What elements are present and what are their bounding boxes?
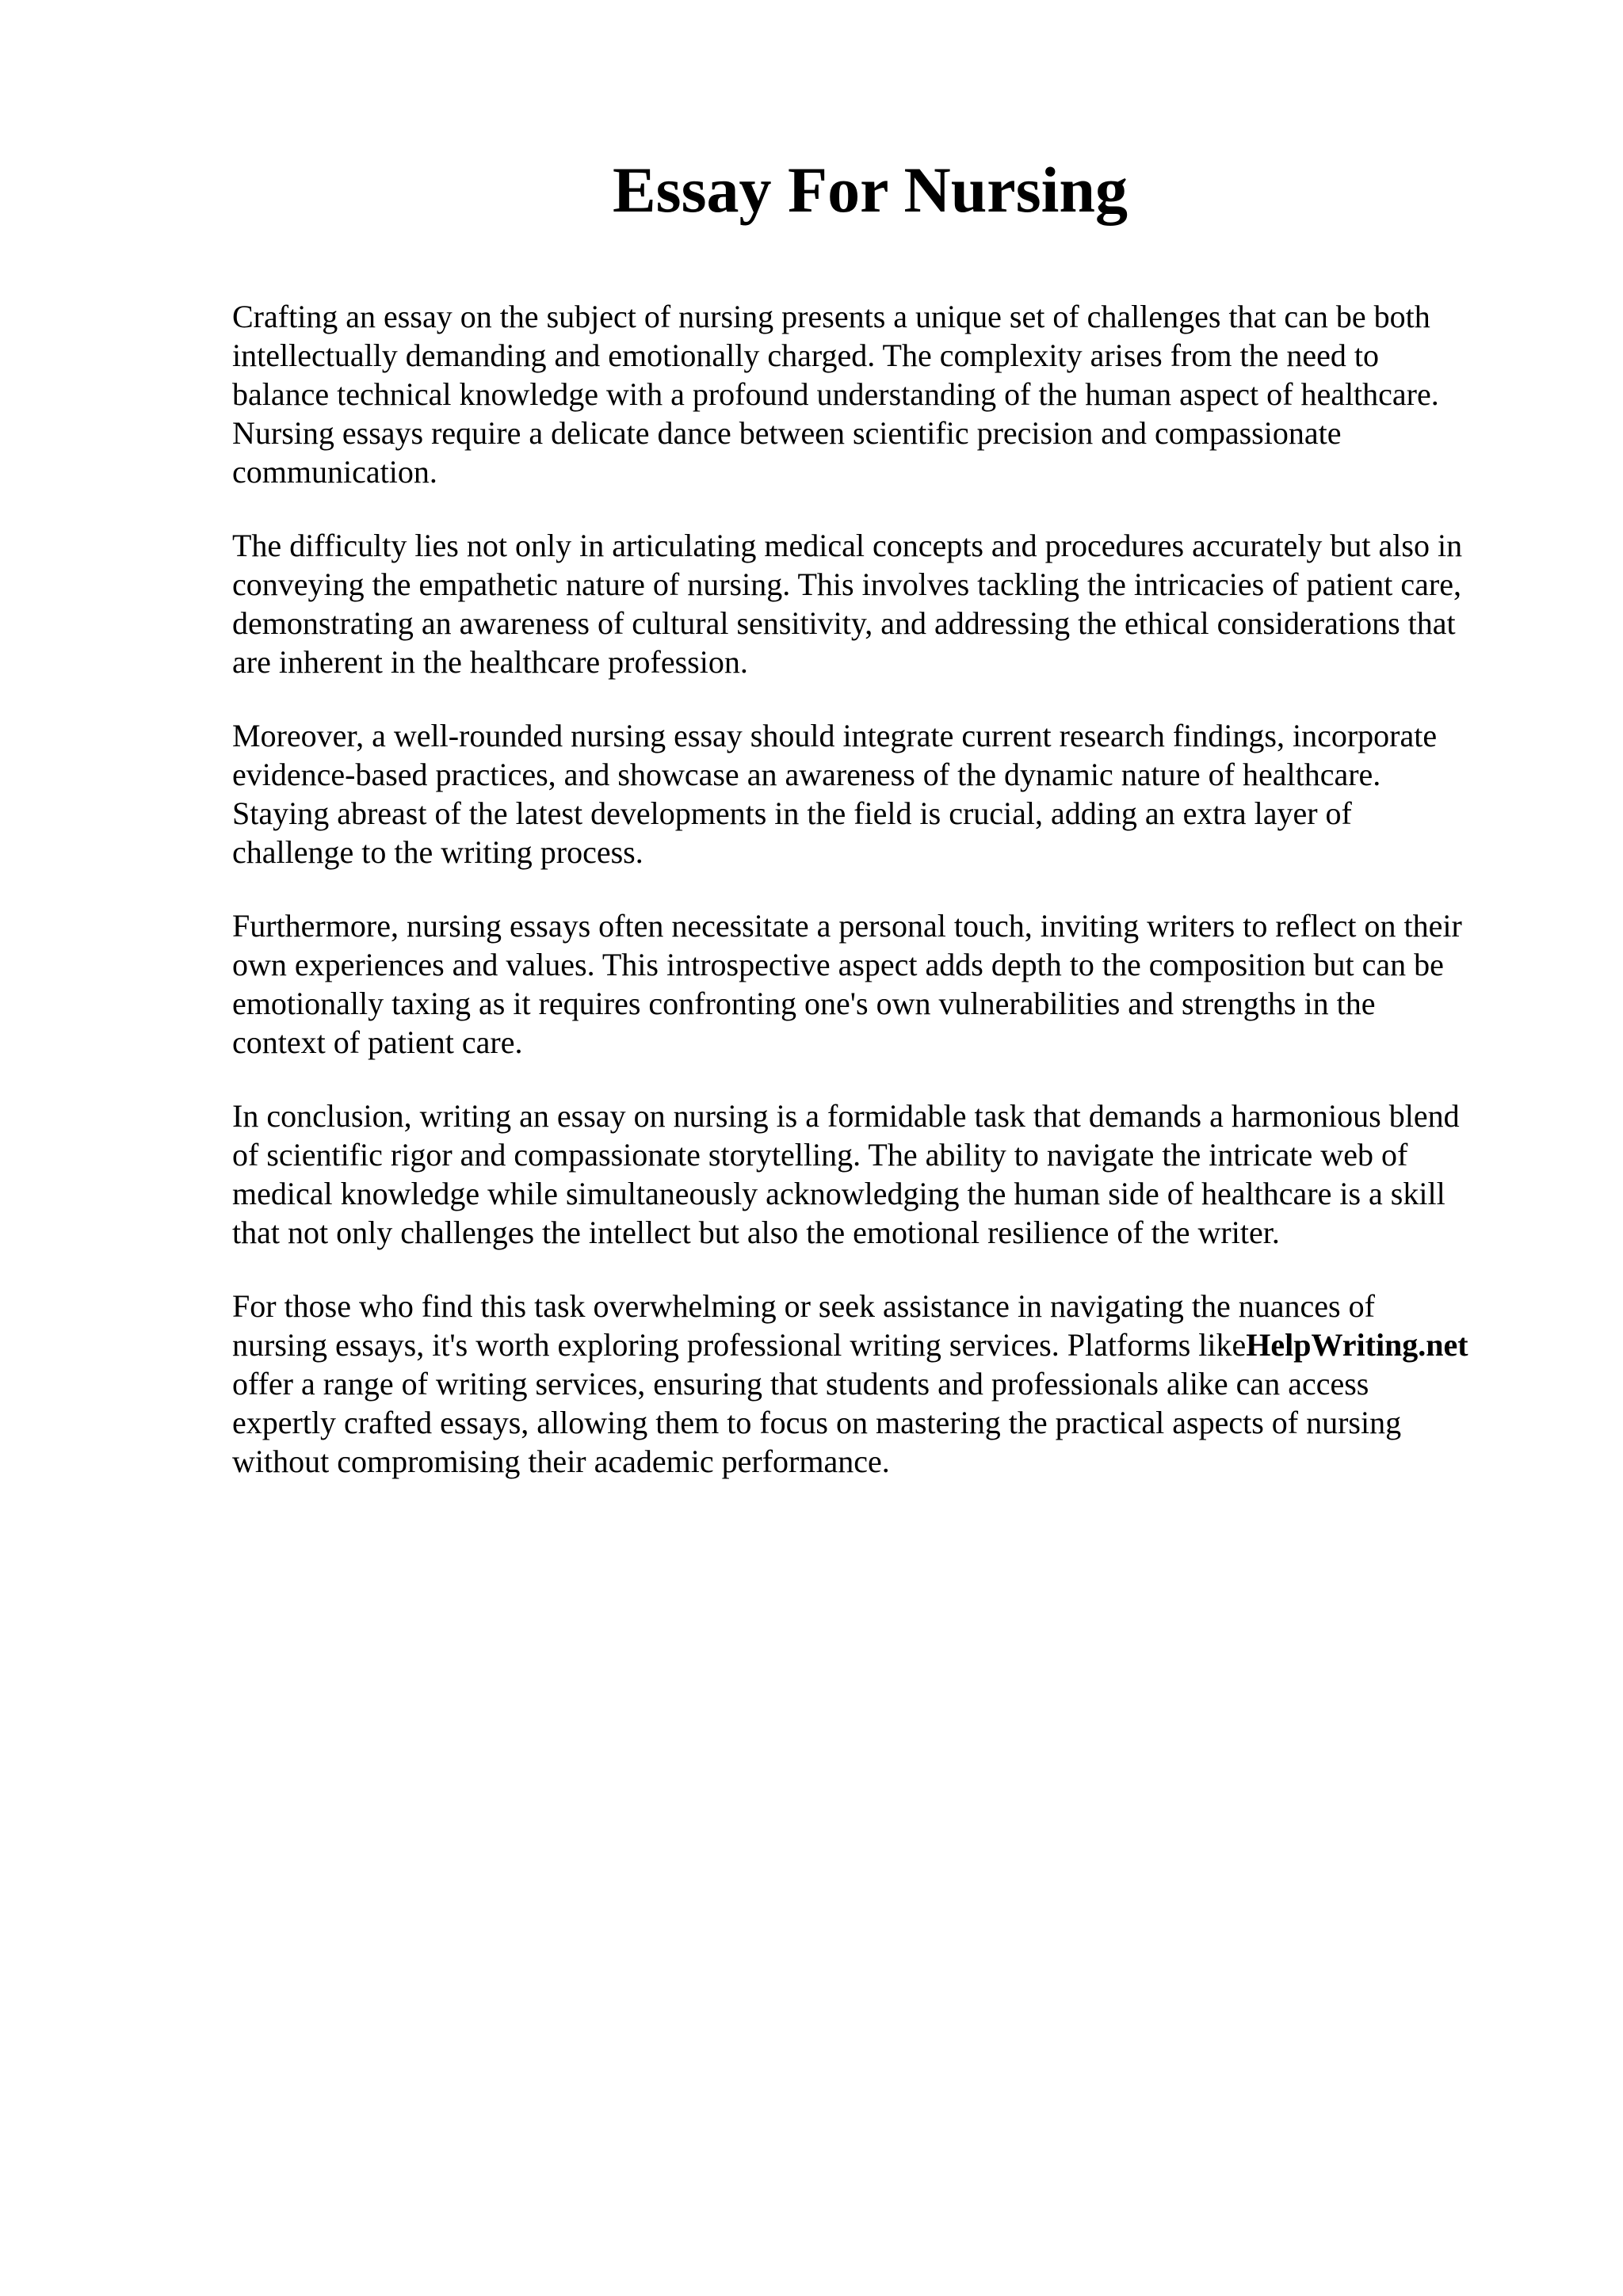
paragraph-line: intellectually demanding and emotionally charged. The complexity arises from the need to [232,338,1379,373]
paragraph-line: The difficulty lies not only in articulating medical concepts and procedures accurately but also in [232,528,1463,563]
paragraph-line: without compromising their academic performance. [232,1444,890,1479]
paragraph-line: own experiences and values. This introspective aspect adds depth to the composition but can be [232,947,1444,982]
paragraph-line-with-brand [232,1325,1532,1364]
paragraph-line: expertly crafted essays, allowing them to focus on mastering the practical aspects of nursing [232,1405,1402,1440]
paragraph-5 [232,1097,1532,1252]
paragraph-text: nursing essays, it's worth exploring professional writing services. Platforms like [232,1327,1247,1363]
document-title: Essay For Nursing [612,154,1128,226]
paragraph-line: evidence-based practices, and showcase an awareness of the dynamic nature of healthcare. [232,757,1381,792]
paragraph-line: In conclusion, writing an essay on nursing is a formidable task that demands a harmonious blend [232,1098,1460,1134]
paragraph-line: emotionally taxing as it requires confronting one's own vulnerabilities and strengths in the [232,986,1376,1021]
paragraph-line: communication. [232,454,437,490]
paragraph-line: context of patient care. [232,1024,523,1060]
paragraph-line: Nursing essays require a delicate dance between scientific precision and compassionate [232,415,1342,451]
paragraph-line: conveying the empathetic nature of nursing. This involves tackling the intricacies of patient care, [232,566,1461,602]
paragraph-4 [232,906,1532,1062]
paragraph-line: Staying abreast of the latest developments in the field is crucial, adding an extra layer of [232,795,1352,831]
paragraph-line: For those who find this task overwhelming or seek assistance in navigating the nuances of [232,1288,1375,1324]
paragraph-line: that not only challenges the intellect but also the emotional resilience of the writer. [232,1215,1280,1250]
paragraph-line: Furthermore, nursing essays often necessitate a personal touch, inviting writers to reflect on their [232,908,1462,944]
paragraph-1 [232,297,1532,491]
paragraph-line: Crafting an essay on the subject of nursing presents a unique set of challenges that can be both [232,299,1430,334]
paragraph-line: Moreover, a well-rounded nursing essay should integrate current research findings, incorporate [232,718,1438,753]
paragraph-2 [232,526,1532,681]
paragraph-line: balance technical knowledge with a profound understanding of the human aspect of healthcare. [232,376,1439,412]
paragraph-6 [232,1287,1532,1481]
document-body [232,297,1532,1516]
paragraph-line: of scientific rigor and compassionate storytelling. The ability to navigate the intricate web of [232,1137,1408,1173]
paragraph-3 [232,716,1532,871]
paragraph-line: challenge to the writing process. [232,834,643,870]
paragraph-line: medical knowledge while simultaneously acknowledging the human side of healthcare is a skill [232,1176,1445,1211]
paragraph-line: offer a range of writing services, ensuring that students and professionals alike can access [232,1366,1369,1402]
paragraph-line: are inherent in the healthcare profession. [232,644,748,680]
brand-name-helpwriting: HelpWriting.net [1246,1327,1468,1363]
paragraph-line: demonstrating an awareness of cultural sensitivity, and addressing the ethical considerations that [232,605,1456,641]
